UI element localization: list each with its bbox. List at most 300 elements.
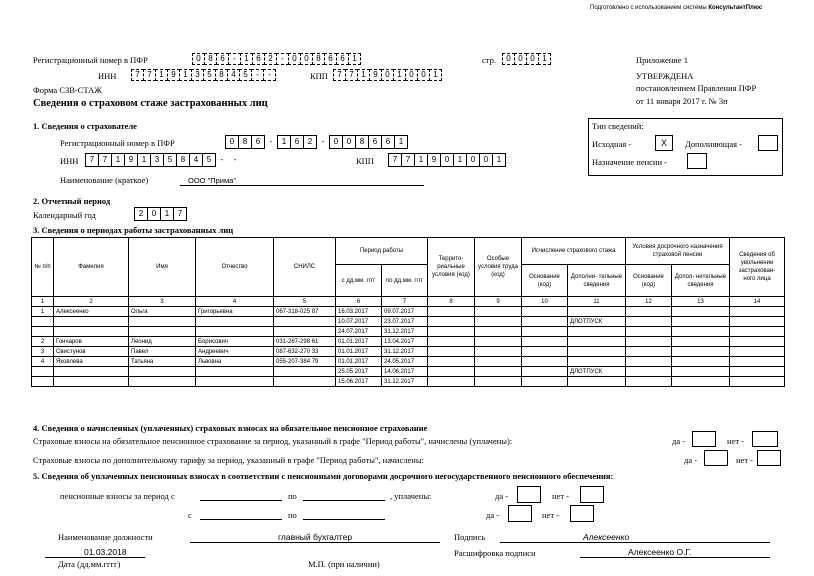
digit-cell: 7 (388, 153, 402, 167)
cell-from: 01.01.2017 (336, 347, 382, 357)
table-row (32, 377, 785, 387)
cell-name: Павел (129, 347, 196, 357)
cell-patronymic: Григорьевна (196, 307, 274, 317)
cell-empty (522, 307, 568, 317)
section5-no-label: нет - (552, 491, 569, 501)
info-type-additional-checkbox[interactable] (758, 135, 778, 151)
digit-cell: 8 (355, 135, 369, 149)
digit-cell: 7 (98, 153, 112, 167)
cell-to: 23.07.2017 (382, 317, 428, 327)
digit-cell: 9 (124, 153, 138, 167)
cell-empty (672, 337, 730, 347)
cell-extra (568, 357, 626, 367)
digit-cell: 8 (204, 53, 217, 65)
info-type-additional-label: Дополняющая - (685, 139, 742, 149)
cell-from: 16.03.2017 (336, 307, 382, 317)
digit-cell: 1 (414, 153, 428, 167)
cell-snils (274, 377, 336, 387)
col-surname: Фамилия (54, 238, 129, 297)
section4-line1-yes-box[interactable] (692, 431, 716, 447)
cell-empty (428, 317, 475, 327)
cell-empty (672, 327, 730, 337)
digit-cell: 1 (160, 207, 174, 221)
digit-cell: 2 (134, 207, 148, 221)
digit-cell: 5 (202, 153, 216, 167)
cell-snils (274, 327, 336, 337)
cell-surname (54, 377, 129, 387)
digit-cell: 7 (85, 153, 99, 167)
cell-empty (428, 377, 475, 387)
footer-date-value: 01.03.2018 (84, 547, 127, 557)
cell-empty (730, 307, 785, 317)
digit-cell: 0 (329, 135, 343, 149)
cell-to: 31.12.2017 (382, 347, 428, 357)
digit-cell: - (251, 69, 264, 81)
section2-year (135, 207, 187, 221)
cell-empty (730, 357, 785, 367)
footer-stamp-label: М.П. (при наличии) (308, 559, 380, 569)
section5-po2-label: по (288, 510, 297, 520)
section4-title: 4. Сведения о начисленных (уплаченных) страховых взносах на обязательное пенсионное страхование (33, 423, 428, 433)
section5-s-label: с (188, 510, 192, 520)
column-number: 4 (196, 297, 274, 307)
footer-date-label: Дата (дд.мм.гггг) (58, 559, 121, 569)
col-early-basis: Основание (код) (626, 265, 672, 297)
cell-empty (730, 317, 785, 327)
section4-line2-yes-label: да - (684, 455, 698, 465)
info-type-initial-label: Исходная - (592, 139, 632, 149)
cell-empty (522, 377, 568, 387)
approval-resolution: постановлением Правления ПФР (636, 83, 757, 93)
section5-yes2-box[interactable] (508, 505, 532, 522)
section4-line2-no-label: нет - (736, 455, 753, 465)
digit-cell: 0 (300, 53, 313, 65)
cell-empty (475, 307, 522, 317)
work-periods-table (31, 237, 785, 387)
cell-n (32, 377, 54, 387)
cell-empty (672, 357, 730, 367)
cell-from: 10.07.2017 (336, 317, 382, 327)
section4-line1-no-label: нет - (727, 436, 744, 446)
section1-kpp-label: КПП (356, 156, 374, 166)
cell-surname: Яковлева (54, 357, 129, 367)
digit-cell: 9 (427, 153, 441, 167)
section5-yes-box[interactable] (517, 486, 541, 503)
section4-line2-no-box[interactable] (757, 450, 781, 466)
digit-cell: 1 (137, 153, 151, 167)
approval-approved: УТВЕРЖДЕНА (636, 71, 694, 81)
digit-cell: 6 (251, 135, 265, 149)
footer-position-label: Наименование должности (58, 532, 153, 542)
digit-cell: 0 (288, 53, 301, 65)
cell-from: 24.07.2017 (336, 327, 382, 337)
digit-cell: 1 (429, 69, 442, 81)
cell-empty (626, 367, 672, 377)
digit-cell: 1 (393, 69, 406, 81)
cell-patronymic (196, 367, 274, 377)
cell-patronymic (196, 327, 274, 337)
footer-position-value: главный бухгалтер (278, 532, 353, 542)
cell-extra: ДЛОТПУСК (568, 367, 626, 377)
digit-cell: 6 (290, 135, 304, 149)
column-number: 12 (626, 297, 672, 307)
section4-line2-yes-box[interactable] (704, 450, 728, 466)
cell-empty (475, 347, 522, 357)
digit-cell: 2 (264, 53, 277, 65)
column-number: 11 (568, 297, 626, 307)
column-number: 5 (274, 297, 336, 307)
digit-cell: - (321, 137, 325, 146)
col-to: по дд.мм. гггг (382, 265, 428, 297)
form-name: Форма СЗВ-СТАЖ (33, 85, 102, 95)
section4-line1-yes-label: да - (672, 436, 686, 446)
cell-surname: Алексеенко (54, 307, 129, 317)
section2-title: 2. Отчетный период (33, 196, 111, 206)
cell-empty (475, 317, 522, 327)
info-type-pension-label: Назначение пенсии - (592, 157, 667, 167)
digit-cell: 7 (333, 69, 346, 81)
cell-patronymic: Борисович (196, 337, 274, 347)
cell-snils: 055-207-384 79 (274, 357, 336, 367)
digit-cell: 0 (381, 69, 394, 81)
section1-inn-label: ИНН (60, 156, 79, 166)
cell-empty (626, 337, 672, 347)
section1-kpp (389, 153, 506, 167)
table-row (32, 307, 785, 317)
cell-empty (475, 377, 522, 387)
cell-snils: 087-632-270 33 (274, 347, 336, 357)
col-dismissal: Сведения об увольнении застрахован- ного лица (730, 238, 785, 297)
digit-cell: 6 (252, 53, 265, 65)
cell-snils (274, 317, 336, 327)
cell-empty (730, 327, 785, 337)
section5-po-label: по (288, 491, 297, 501)
col-name: Имя (129, 238, 196, 297)
digit-cell: 5 (163, 153, 177, 167)
cell-empty (475, 357, 522, 367)
header-inn (132, 69, 276, 81)
cell-empty (672, 377, 730, 387)
cell-empty (626, 307, 672, 317)
cell-surname: Гончаров (54, 337, 129, 347)
column-number: 8 (428, 297, 475, 307)
digit-cell: 0 (405, 69, 418, 81)
header-kpp (334, 69, 442, 81)
digit-cell: 9 (167, 69, 180, 81)
cell-surname (54, 367, 129, 377)
section4-line1: Страховые взносы на обязательное пенсионное страхование за период, указанный в графе "Период работы", начислены (уплачены): (33, 436, 513, 446)
cell-surname (54, 327, 129, 337)
cell-extra (568, 347, 626, 357)
digit-cell: 0 (192, 53, 205, 65)
section4-line1-no-box[interactable] (752, 431, 778, 447)
table-row (32, 317, 785, 327)
cell-patronymic (196, 377, 274, 387)
digit-cell: 9 (369, 69, 382, 81)
digit-cell: 7 (401, 153, 415, 167)
digit-cell: 3 (191, 69, 204, 81)
section3-title: 3. Сведения о периодах работы застрахованных лиц (33, 225, 234, 235)
header-page-label: стр. (482, 55, 496, 65)
cell-n: 4 (32, 357, 54, 367)
cell-surname: Свистунов (54, 347, 129, 357)
table-row (32, 357, 785, 367)
column-numbers-row (32, 297, 785, 307)
col-extra: Дополни- тельные сведения (568, 265, 626, 297)
cell-empty (672, 307, 730, 317)
digit-cell: - (269, 137, 273, 146)
cell-from: 25.05.2017 (336, 367, 382, 377)
section1-title: 1. Сведения о страхователе (33, 121, 137, 131)
cell-empty (522, 337, 568, 347)
footer-signature-label: Подпись (454, 532, 486, 542)
cell-to: 24.05.2017 (382, 357, 428, 367)
header-kpp-label: КПП (310, 71, 328, 81)
digit-cell: 6 (368, 135, 382, 149)
digit-cell: 5 (239, 69, 252, 81)
digit-cell: 1 (277, 135, 291, 149)
digit-cell: 1 (492, 153, 506, 167)
cell-name: Леонид (129, 337, 196, 347)
section2-year-label: Календарный год (33, 210, 96, 220)
column-number: 6 (336, 297, 382, 307)
footer-decoding-label: Расшифровка подписи (454, 548, 536, 558)
cell-empty (730, 347, 785, 357)
doc-title: Сведения о страховом стаже застрахованных лиц (33, 98, 268, 109)
cell-name (129, 367, 196, 377)
digit-cell: 1 (348, 53, 361, 65)
digit-cell: 2 (303, 135, 317, 149)
cell-empty (475, 367, 522, 377)
cell-empty (626, 377, 672, 387)
cell-empty (522, 357, 568, 367)
cell-empty (672, 317, 730, 327)
cell-extra (568, 377, 626, 387)
cell-empty (672, 367, 730, 377)
cell-empty (626, 347, 672, 357)
digit-cell: - (228, 53, 241, 65)
digit-cell: - (220, 155, 224, 164)
digit-cell: 6 (216, 53, 229, 65)
cell-n: 3 (32, 347, 54, 357)
column-number: 7 (382, 297, 428, 307)
cell-name: Татьяна (129, 357, 196, 367)
digit-cell: 1 (155, 69, 168, 81)
digit-cell: 8 (176, 153, 190, 167)
col-from: с дд.мм. гггг (336, 265, 382, 297)
section1-reg-number (226, 135, 408, 149)
cell-extra (568, 327, 626, 337)
section5-paid-label: , уплачены: (390, 491, 432, 501)
digit-cell: 6 (381, 135, 395, 149)
col-period: Период работы (336, 238, 428, 265)
digit-cell: 1 (538, 53, 551, 65)
digit-cell: 4 (227, 69, 240, 81)
digit-cell: 0 (417, 69, 430, 81)
col-special: Особые условия труда (код) (475, 238, 522, 297)
col-num: № п/п (32, 238, 54, 297)
digit-cell: 7 (131, 69, 144, 81)
cell-empty (428, 347, 475, 357)
cell-name: Ольга (129, 307, 196, 317)
column-number: 10 (522, 297, 568, 307)
cell-name (129, 317, 196, 327)
footer-signature-value: Алексеенко (583, 532, 630, 542)
header-inn-label: ИНН (98, 71, 117, 81)
table-row (32, 367, 785, 377)
cell-extra: ДЛОТПУСК (568, 317, 626, 327)
digit-cell: 7 (173, 207, 187, 221)
cell-empty (730, 367, 785, 377)
cell-surname (54, 317, 129, 327)
digit-cell: 1 (357, 69, 370, 81)
digit-cell: 6 (324, 53, 337, 65)
cell-empty (428, 307, 475, 317)
section1-name-value: ООО "Прима" (188, 176, 236, 185)
digit-cell: 0 (147, 207, 161, 221)
cell-n: 1 (32, 307, 54, 317)
section1-inn (86, 153, 242, 167)
approval-appendix: Приложение 1 (636, 55, 688, 65)
column-number: 1 (32, 297, 54, 307)
cell-name (129, 377, 196, 387)
cell-from: 01.01.2017 (336, 337, 382, 347)
cell-to: 09.07.2017 (382, 307, 428, 317)
digit-cell: 7 (345, 69, 358, 81)
cell-to: 31.12.2017 (382, 377, 428, 387)
section1-reg-label: Регистрационный номер в ПФР (60, 138, 175, 148)
cell-n (32, 327, 54, 337)
digit-cell: 3 (150, 153, 164, 167)
cell-n: 2 (32, 337, 54, 347)
cell-name (129, 327, 196, 337)
column-number: 9 (475, 297, 522, 307)
col-snils: СНИЛС (274, 238, 336, 297)
section4-line2: Страховые взносы по дополнительному тарифу за период, указанный в графе "Период работы", начислены: (33, 455, 424, 465)
column-number: 13 (672, 297, 730, 307)
digit-cell: 0 (225, 135, 239, 149)
cell-empty (672, 347, 730, 357)
cell-snils: 067-318-025 87 (274, 307, 336, 317)
digit-cell: - (276, 53, 289, 65)
cell-patronymic (196, 317, 274, 327)
section5-yes-label: да - (495, 491, 509, 501)
section5-no2-box[interactable] (570, 505, 594, 522)
section5-no2-label: нет - (542, 510, 559, 520)
section5-no-box[interactable] (580, 486, 604, 503)
cell-to: 13.04.2017 (382, 337, 428, 347)
cell-empty (522, 367, 568, 377)
watermark: Подготовлено с использованием системы КонсультантПлюс (590, 5, 763, 11)
column-number: 3 (129, 297, 196, 307)
digit-cell: 4 (189, 153, 203, 167)
header-reg-label: Регистрационный номер в ПФР (33, 55, 148, 65)
cell-empty (626, 327, 672, 337)
cell-empty (428, 367, 475, 377)
cell-empty (475, 337, 522, 347)
cell-empty (428, 337, 475, 347)
footer-decoding-value: Алексеенко О.Г. (628, 547, 692, 557)
column-number: 14 (730, 297, 785, 307)
digit-cell: 0 (466, 153, 480, 167)
column-number: 2 (54, 297, 129, 307)
digit-cell: 0 (440, 153, 454, 167)
col-basis: Основание (код) (522, 265, 568, 297)
cell-from: 15.06.2017 (336, 377, 382, 387)
table-row (32, 347, 785, 357)
table-row (32, 337, 785, 347)
cell-patronymic: Львовна (196, 357, 274, 367)
cell-extra (568, 337, 626, 347)
digit-cell: 1 (394, 135, 408, 149)
header-reg-number (193, 53, 361, 65)
section1-name-label: Наименование (краткое) (60, 175, 149, 185)
digit-cell: 7 (143, 69, 156, 81)
cell-empty (626, 317, 672, 327)
approval-date: от 11 января 2017 г. № 3п (636, 96, 728, 106)
digit-cell: 0 (479, 153, 493, 167)
info-type-initial-checkbox[interactable]: X (655, 135, 673, 151)
cell-empty (522, 347, 568, 357)
section5-title: 5. Сведения об уплаченных пенсионных взносах в соответствии с пенсионными договорами досрочного негосударственного пенсионного обеспечения: (33, 471, 614, 481)
cell-empty (730, 337, 785, 347)
digit-cell: 1 (111, 153, 125, 167)
cell-snils: 031-267-298 61 (274, 337, 336, 347)
digit-cell: 1 (453, 153, 467, 167)
cell-to: 14.06.2017 (382, 367, 428, 377)
digit-cell: 5 (203, 69, 216, 81)
digit-cell: 6 (336, 53, 349, 65)
info-type-title: Тип сведений: (592, 121, 644, 131)
digit-cell: - (263, 69, 276, 81)
col-territorial: Террито- риальные условия (код) (428, 238, 475, 297)
cell-extra (568, 307, 626, 317)
cell-empty (730, 377, 785, 387)
cell-to: 31.12.2017 (382, 327, 428, 337)
cell-n (32, 367, 54, 377)
cell-snils (274, 367, 336, 377)
col-patronymic: Отчество (196, 238, 274, 297)
digit-cell: 0 (526, 53, 539, 65)
cell-empty (428, 357, 475, 367)
digit-cell: 0 (514, 53, 527, 65)
cell-empty (475, 327, 522, 337)
cell-patronymic: Андреевич (196, 347, 274, 357)
cell-from: 01.01.2017 (336, 357, 382, 367)
col-early-extra: Допол- нительные сведения (672, 265, 730, 297)
cell-empty (626, 357, 672, 367)
digit-cell: 1 (179, 69, 192, 81)
digit-cell: 0 (342, 135, 356, 149)
section5-contrib-label: пенсионные взносы за период с (60, 491, 175, 501)
info-type-pension-checkbox[interactable] (687, 153, 707, 169)
table-row (32, 327, 785, 337)
digit-cell: 1 (240, 53, 253, 65)
section5-yes2-label: да - (486, 510, 500, 520)
digit-cell: 0 (502, 53, 515, 65)
cell-n (32, 317, 54, 327)
digit-cell: 8 (312, 53, 325, 65)
digit-cell: 8 (238, 135, 252, 149)
cell-empty (522, 317, 568, 327)
col-early: Условия досрочного назначения страховой пенсии (626, 238, 730, 265)
digit-cell: 8 (215, 69, 228, 81)
cell-empty (428, 327, 475, 337)
digit-cell: - (233, 155, 237, 164)
header-page-number (503, 53, 551, 65)
col-calc: Исчисление страхового стажа (522, 238, 626, 265)
cell-empty (522, 327, 568, 337)
